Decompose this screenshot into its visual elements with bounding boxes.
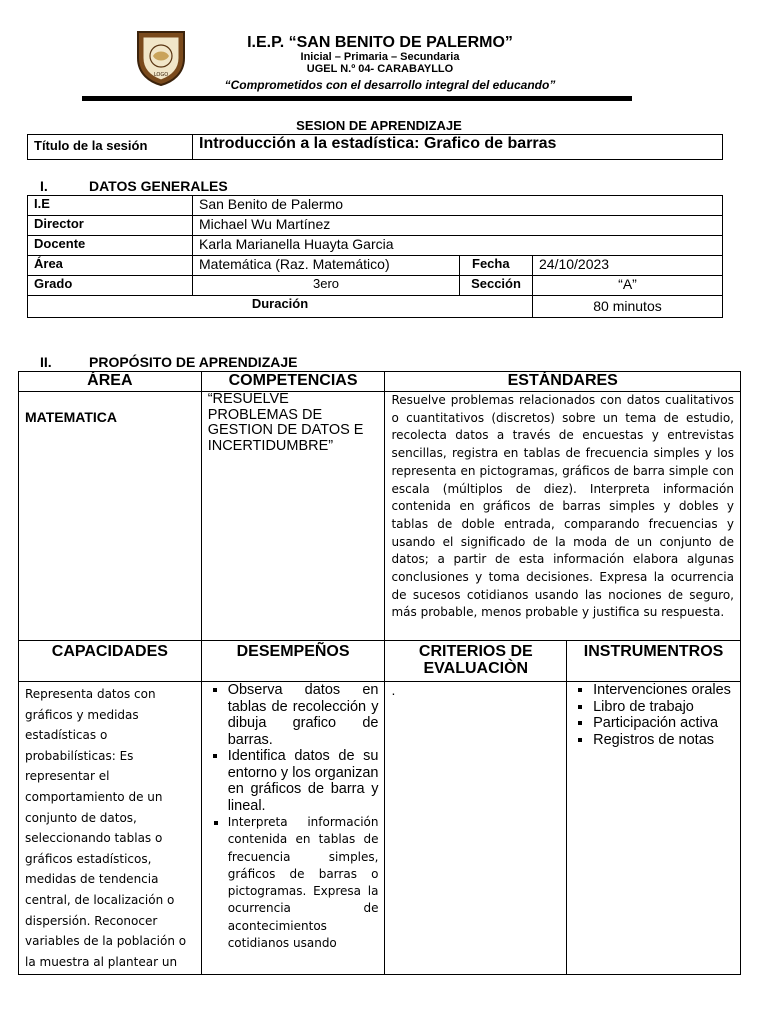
area-value: Matemática (Raz. Matemático) <box>193 256 460 276</box>
instrumentos-cell <box>567 682 741 975</box>
session-heading: SESION DE APRENDIZAJE <box>296 118 462 133</box>
duracion-value: 80 minutos <box>533 296 723 318</box>
school-ugel: UGEL N.º 04- CARABAYLLO <box>306 63 454 75</box>
area-cell: MATEMATICA <box>19 392 202 641</box>
grado-label: Grado <box>28 276 193 296</box>
school-levels: Inicial – Primaria – Secundaria <box>300 51 460 63</box>
row-area <box>28 256 723 276</box>
evaluation-header-row <box>19 641 741 682</box>
instrumento-item: ▪ Registros de notas <box>593 732 734 749</box>
school-motto: “Comprometidos con el desarrollo integral del educando” <box>224 78 556 92</box>
docente-label: Docente <box>28 236 193 256</box>
logo-text: LOGO <box>153 72 169 78</box>
seccion-value: “A” <box>533 276 723 296</box>
evaluation-content-row <box>19 682 741 975</box>
header-instrumentos: INSTRUMENTROS <box>567 641 741 682</box>
area-label: Área <box>28 256 193 276</box>
header-criterios: CRITERIOS DE EVALUACIÒN <box>385 641 567 682</box>
section2-title: PROPÓSITO DE APRENDIZAJE <box>89 354 298 370</box>
header-divider <box>82 96 632 101</box>
purpose-content-row <box>19 392 741 641</box>
session-title: Introducción a la estadística: Grafico de barras <box>193 135 723 160</box>
purpose-header-row <box>19 372 741 392</box>
header-competencias: COMPETENCIAS <box>201 372 385 392</box>
row-grado <box>28 276 723 296</box>
row-director <box>28 216 723 236</box>
desempenos-cell <box>201 682 385 975</box>
criterios-cell: . <box>385 682 567 975</box>
section2-number: II. <box>40 354 52 370</box>
header-estandares: ESTÁNDARES <box>385 372 741 392</box>
general-data-table <box>27 195 723 318</box>
ie-value: San Benito de Palermo <box>193 196 723 216</box>
instrumento-item: ▪ Libro de trabajo <box>593 699 734 716</box>
school-name: I.E.P. “SAN BENITO DE PALERMO” <box>247 34 513 51</box>
row-docente <box>28 236 723 256</box>
title-table <box>27 134 723 160</box>
competencia-cell: “RESUELVE PROBLEMAS DE GESTION DE DATOS E INCERTIDUMBRE” <box>201 392 385 641</box>
seccion-label: Sección <box>460 276 533 296</box>
grado-value: 3ero <box>193 276 460 296</box>
director-value: Michael Wu Martínez <box>193 216 723 236</box>
estandar-cell: Resuelve problemas relacionados con datos cualitativos o cuantitativos (discretos) sobre un tema de estudio, recolecta datos a través de encuestas y entrevistas sencillas, registra en tablas de frecuencia simples y los representa en pictogramas, gráficos de barra simple con escala (múltiplos de diez). Interpreta información contenida en gráficos de barras simples y dobles y tablas de doble entrada, comparando frecuencias y usando el significado de la moda de un conjunto de datos; a partir de esta información elabora algunas conclusiones y toma decisiones. Expresa la ocurrencia de sucesos cotidianos usando las nociones de seguro, más probable, menos probable y justifica su respuesta. <box>385 392 741 641</box>
title-label: Título de la sesión <box>28 135 193 160</box>
header-desempenos: DESEMPEÑOS <box>201 641 385 682</box>
capacidad-cell: Representa datos con gráficos y medidas estadísticas o probabilísticas: Es representar el comportamiento de un conjunto de datos, seleccionando tablas o gráficos estadísticos, medidas de tendencia central, de localización o dispersión. Reconocer variables de la población o la muestra al plantear un <box>19 682 202 975</box>
row-ie <box>28 196 723 216</box>
desempeno-item: ▪ Interpreta información contenida en tablas de frecuencia simples, gráficos de barras o pictogramas. Expresa la ocurrencia de acontecimientos cotidianos usando <box>228 814 379 952</box>
ie-label: I.E <box>28 196 193 216</box>
desempeno-item: ▪ Identifica datos de su entorno y los organizan en gráficos de barra y lineal. <box>228 748 379 814</box>
duracion-label: Duración <box>28 296 533 318</box>
director-label: Director <box>28 216 193 236</box>
section1-number: I. <box>40 178 48 194</box>
purpose-table <box>18 371 741 975</box>
instrumento-item: ▪ Intervenciones orales <box>593 682 734 699</box>
row-duracion <box>28 296 723 318</box>
header-area: ÁREA <box>19 372 202 392</box>
header-capacidades: CAPACIDADES <box>19 641 202 682</box>
docente-value: Karla Marianella Huayta Garcia <box>193 236 723 256</box>
fecha-label: Fecha <box>460 256 533 276</box>
section1-title: DATOS GENERALES <box>89 178 228 194</box>
instrumento-item: ▪ Participación activa <box>593 715 734 732</box>
fecha-value: 24/10/2023 <box>533 256 723 276</box>
desempeno-item: ▪ Observa datos en tablas de recolección y dibuja grafico de barras. <box>228 682 379 748</box>
